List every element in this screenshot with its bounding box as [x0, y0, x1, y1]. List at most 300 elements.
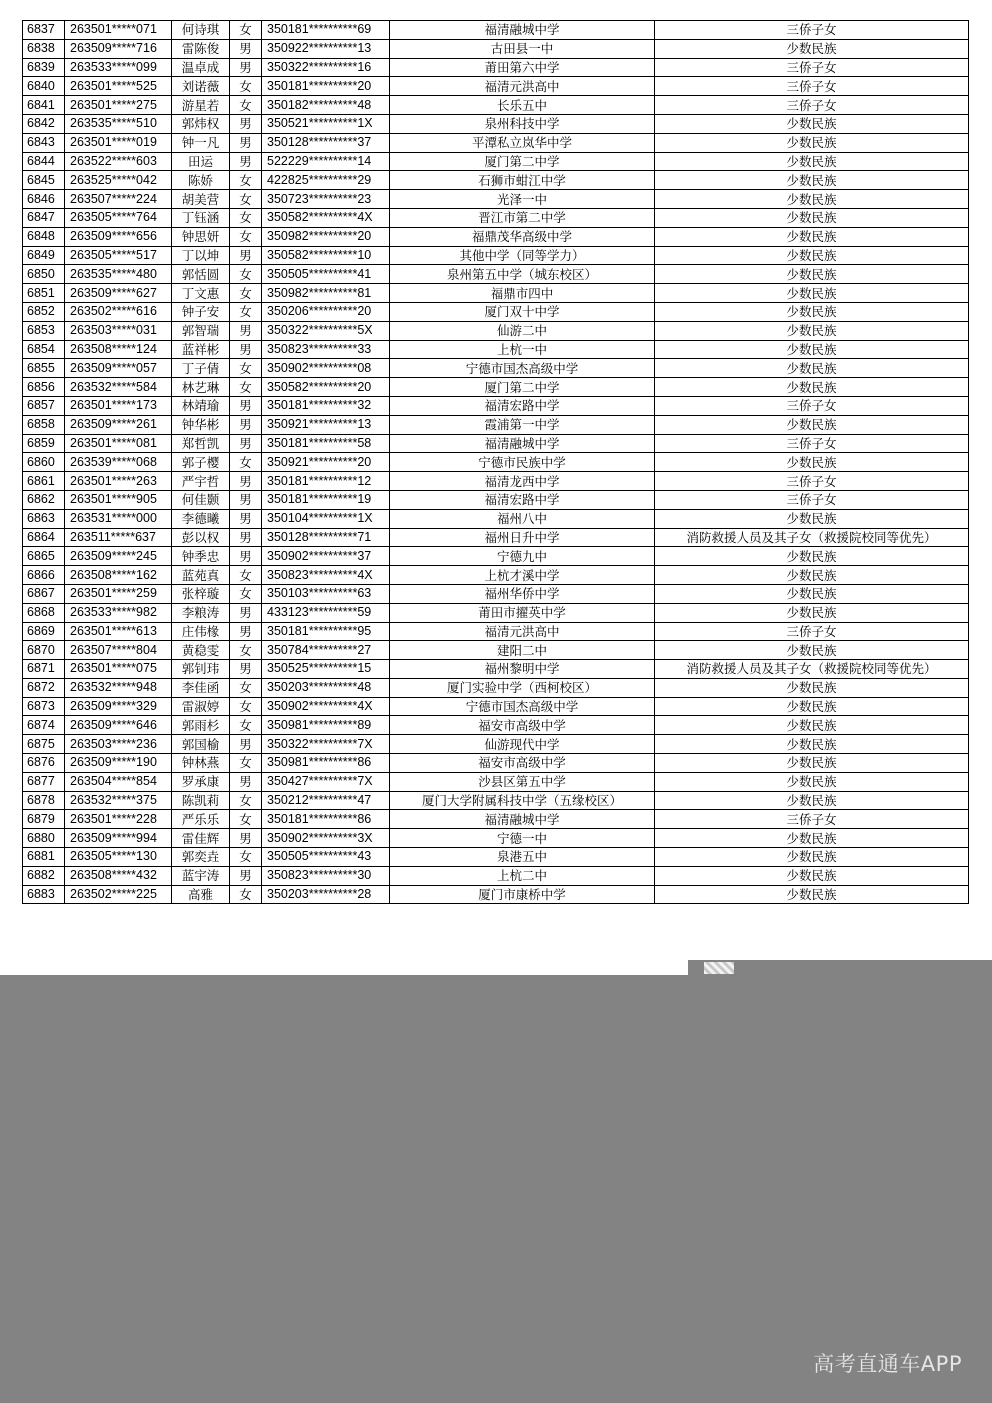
cell-name: 何佳颢: [172, 490, 230, 509]
cell-seq: 6851: [23, 284, 65, 303]
cell-name: 雷陈俊: [172, 39, 230, 58]
cell-seq: 6862: [23, 490, 65, 509]
cell-name: 庄伟椽: [172, 622, 230, 641]
cell-name: 陈凯莉: [172, 791, 230, 810]
cell-id-no: 350181**********12: [262, 472, 390, 491]
cell-school: 福清融城中学: [390, 434, 655, 453]
cell-seq: 6842: [23, 114, 65, 133]
cell-id-no: 350521**********1X: [262, 114, 390, 133]
table-row: [23, 190, 969, 209]
cell-school: 光泽一中: [390, 190, 655, 209]
cell-gender: 男: [230, 528, 262, 547]
cell-gender: 男: [230, 603, 262, 622]
table-row: [23, 829, 969, 848]
cell-category: 少数民族: [655, 39, 969, 58]
cell-id-no: 350525**********15: [262, 660, 390, 679]
cell-seq: 6879: [23, 810, 65, 829]
cell-seq: 6839: [23, 58, 65, 77]
cell-exam-no: 263501*****228: [65, 810, 172, 829]
cell-category: 三侨子女: [655, 810, 969, 829]
cell-exam-no: 263509*****646: [65, 716, 172, 735]
cell-gender: 男: [230, 735, 262, 754]
cell-exam-no: 263501*****259: [65, 584, 172, 603]
table-row: [23, 603, 969, 622]
cell-name: 钟华彬: [172, 415, 230, 434]
cell-school: 宁德一中: [390, 829, 655, 848]
table-row: [23, 114, 969, 133]
cell-category: 少数民族: [655, 829, 969, 848]
cell-category: 少数民族: [655, 584, 969, 603]
scan-artifact: [704, 962, 734, 974]
cell-name: 李佳函: [172, 678, 230, 697]
cell-seq: 6865: [23, 547, 65, 566]
cell-school: 仙游现代中学: [390, 735, 655, 754]
cell-exam-no: 263508*****162: [65, 566, 172, 585]
cell-category: 三侨子女: [655, 396, 969, 415]
cell-gender: 女: [230, 641, 262, 660]
cell-seq: 6868: [23, 603, 65, 622]
cell-category: 少数民族: [655, 509, 969, 528]
cell-gender: 女: [230, 265, 262, 284]
cell-exam-no: 263509*****057: [65, 359, 172, 378]
cell-seq: 6846: [23, 190, 65, 209]
cell-category: 少数民族: [655, 735, 969, 754]
cell-gender: 女: [230, 885, 262, 904]
cell-school: 石狮市蚶江中学: [390, 171, 655, 190]
cell-exam-no: 263509*****994: [65, 829, 172, 848]
cell-school: 厦门双十中学: [390, 302, 655, 321]
cell-category: 少数民族: [655, 848, 969, 867]
cell-school: 宁德市民族中学: [390, 453, 655, 472]
table-row: [23, 340, 969, 359]
table-body: [23, 21, 969, 904]
cell-school: 厦门大学附属科技中学（五缘校区）: [390, 791, 655, 810]
cell-exam-no: 263501*****071: [65, 21, 172, 40]
cell-school: 福州八中: [390, 509, 655, 528]
cell-gender: 男: [230, 772, 262, 791]
cell-category: 少数民族: [655, 378, 969, 397]
cell-id-no: 350902**********4X: [262, 697, 390, 716]
table-row: [23, 566, 969, 585]
cell-seq: 6878: [23, 791, 65, 810]
cell-seq: 6850: [23, 265, 65, 284]
cell-exam-no: 263507*****224: [65, 190, 172, 209]
cell-gender: 女: [230, 810, 262, 829]
cell-gender: 男: [230, 509, 262, 528]
cell-seq: 6856: [23, 378, 65, 397]
cell-category: 少数民族: [655, 246, 969, 265]
watermark: 高考直通车APP: [813, 1352, 962, 1376]
cell-seq: 6838: [23, 39, 65, 58]
cell-seq: 6877: [23, 772, 65, 791]
cell-name: 李粮涛: [172, 603, 230, 622]
table-row: [23, 641, 969, 660]
table-row: [23, 415, 969, 434]
cell-exam-no: 263532*****948: [65, 678, 172, 697]
cell-category: 三侨子女: [655, 96, 969, 115]
cell-exam-no: 263507*****804: [65, 641, 172, 660]
cell-name: 严宇哲: [172, 472, 230, 491]
cell-gender: 男: [230, 114, 262, 133]
cell-seq: 6857: [23, 396, 65, 415]
cell-name: 郭钊玮: [172, 660, 230, 679]
table-row: [23, 885, 969, 904]
cell-name: 钟一凡: [172, 133, 230, 152]
cell-name: 郭奕垚: [172, 848, 230, 867]
cell-seq: 6869: [23, 622, 65, 641]
cell-exam-no: 263503*****236: [65, 735, 172, 754]
table-row: [23, 660, 969, 679]
cell-exam-no: 263535*****480: [65, 265, 172, 284]
cell-name: 钟季忠: [172, 547, 230, 566]
table-row: [23, 21, 969, 40]
cell-name: 黄稳雯: [172, 641, 230, 660]
cell-school: 福清融城中学: [390, 810, 655, 829]
cell-name: 彭以权: [172, 528, 230, 547]
cell-school: 建阳二中: [390, 641, 655, 660]
table-row: [23, 697, 969, 716]
cell-gender: 男: [230, 58, 262, 77]
table-row: [23, 754, 969, 773]
table-row: [23, 152, 969, 171]
cell-category: 少数民族: [655, 547, 969, 566]
cell-gender: 男: [230, 321, 262, 340]
cell-id-no: 350322**********7X: [262, 735, 390, 754]
cell-school: 沙县区第五中学: [390, 772, 655, 791]
cell-id-no: 350823**********4X: [262, 566, 390, 585]
cell-id-no: 350921**********20: [262, 453, 390, 472]
table-row: [23, 848, 969, 867]
cell-name: 丁子倩: [172, 359, 230, 378]
table-row: [23, 509, 969, 528]
cell-gender: 男: [230, 152, 262, 171]
cell-school: 福安市高级中学: [390, 754, 655, 773]
cell-exam-no: 263501*****081: [65, 434, 172, 453]
cell-exam-no: 263511*****637: [65, 528, 172, 547]
cell-school: 其他中学（同等学力）: [390, 246, 655, 265]
table-row: [23, 133, 969, 152]
cell-gender: 男: [230, 434, 262, 453]
cell-name: 何诗琪: [172, 21, 230, 40]
cell-name: 陈娇: [172, 171, 230, 190]
cell-name: 温卓成: [172, 58, 230, 77]
cell-exam-no: 263501*****525: [65, 77, 172, 96]
cell-school: 宁德市国杰高级中学: [390, 697, 655, 716]
cell-seq: 6861: [23, 472, 65, 491]
cell-gender: 女: [230, 302, 262, 321]
cell-name: 田运: [172, 152, 230, 171]
cell-school: 上杭才溪中学: [390, 566, 655, 585]
cell-seq: 6841: [23, 96, 65, 115]
cell-school: 福州黎明中学: [390, 660, 655, 679]
cell-category: 少数民族: [655, 415, 969, 434]
cell-gender: 女: [230, 378, 262, 397]
cell-exam-no: 263505*****517: [65, 246, 172, 265]
cell-seq: 6852: [23, 302, 65, 321]
cell-category: 少数民族: [655, 284, 969, 303]
cell-gender: 男: [230, 415, 262, 434]
cell-exam-no: 263503*****031: [65, 321, 172, 340]
cell-category: 消防救援人员及其子女（救援院校同等优先）: [655, 528, 969, 547]
cell-school: 泉州科技中学: [390, 114, 655, 133]
table-row: [23, 453, 969, 472]
cell-category: 少数民族: [655, 114, 969, 133]
cell-id-no: 522229**********14: [262, 152, 390, 171]
table-row: [23, 866, 969, 885]
cell-category: 少数民族: [655, 754, 969, 773]
cell-id-no: 350322**********5X: [262, 321, 390, 340]
cell-gender: 女: [230, 791, 262, 810]
cell-school: 福清龙西中学: [390, 472, 655, 491]
cell-exam-no: 263522*****603: [65, 152, 172, 171]
cell-name: 郭雨杉: [172, 716, 230, 735]
cell-id-no: 350902**********37: [262, 547, 390, 566]
cell-school: 宁德九中: [390, 547, 655, 566]
table-row: [23, 359, 969, 378]
cell-name: 罗承康: [172, 772, 230, 791]
cell-seq: 6844: [23, 152, 65, 171]
cell-name: 钟思妍: [172, 227, 230, 246]
cell-school: 泉州第五中学（城东校区）: [390, 265, 655, 284]
cell-gender: 女: [230, 284, 262, 303]
applicant-table: [22, 20, 969, 904]
cell-category: 少数民族: [655, 227, 969, 246]
cell-id-no: 350902**********3X: [262, 829, 390, 848]
cell-id-no: 350427**********7X: [262, 772, 390, 791]
cell-gender: 男: [230, 133, 262, 152]
cell-id-no: 350902**********08: [262, 359, 390, 378]
cell-category: 三侨子女: [655, 434, 969, 453]
cell-id-no: 350505**********41: [262, 265, 390, 284]
cell-id-no: 350181**********86: [262, 810, 390, 829]
table-row: [23, 378, 969, 397]
table-row: [23, 472, 969, 491]
cell-seq: 6873: [23, 697, 65, 716]
cell-id-no: 350723**********23: [262, 190, 390, 209]
cell-school: 福清融城中学: [390, 21, 655, 40]
cell-seq: 6871: [23, 660, 65, 679]
cell-category: 少数民族: [655, 566, 969, 585]
cell-id-no: 350103**********63: [262, 584, 390, 603]
cell-exam-no: 263525*****042: [65, 171, 172, 190]
cell-exam-no: 263509*****716: [65, 39, 172, 58]
cell-name: 钟林燕: [172, 754, 230, 773]
cell-seq: 6881: [23, 848, 65, 867]
cell-exam-no: 263508*****432: [65, 866, 172, 885]
cell-seq: 6854: [23, 340, 65, 359]
cell-gender: 男: [230, 39, 262, 58]
cell-school: 厦门第二中学: [390, 152, 655, 171]
cell-gender: 女: [230, 359, 262, 378]
cell-id-no: 350181**********19: [262, 490, 390, 509]
cell-category: 少数民族: [655, 697, 969, 716]
cell-category: 少数民族: [655, 641, 969, 660]
cell-id-no: 350823**********30: [262, 866, 390, 885]
table-row: [23, 77, 969, 96]
cell-exam-no: 263505*****764: [65, 208, 172, 227]
cell-exam-no: 263509*****627: [65, 284, 172, 303]
cell-school: 厦门实验中学（西柯校区）: [390, 678, 655, 697]
cell-school: 福清宏路中学: [390, 490, 655, 509]
cell-school: 霞浦第一中学: [390, 415, 655, 434]
cell-id-no: 350505**********43: [262, 848, 390, 867]
cell-seq: 6860: [23, 453, 65, 472]
cell-category: 少数民族: [655, 340, 969, 359]
cell-category: 少数民族: [655, 265, 969, 284]
cell-id-no: 350182**********48: [262, 96, 390, 115]
table-row: [23, 528, 969, 547]
cell-seq: 6875: [23, 735, 65, 754]
cell-seq: 6872: [23, 678, 65, 697]
table-row: [23, 584, 969, 603]
cell-exam-no: 263509*****245: [65, 547, 172, 566]
cell-exam-no: 263533*****099: [65, 58, 172, 77]
table-row: [23, 810, 969, 829]
cell-category: 三侨子女: [655, 490, 969, 509]
cell-name: 雷佳辉: [172, 829, 230, 848]
cell-exam-no: 263505*****130: [65, 848, 172, 867]
cell-school: 长乐五中: [390, 96, 655, 115]
cell-school: 古田县一中: [390, 39, 655, 58]
cell-id-no: 350212**********47: [262, 791, 390, 810]
cell-gender: 男: [230, 490, 262, 509]
cell-category: 少数民族: [655, 603, 969, 622]
cell-exam-no: 263509*****656: [65, 227, 172, 246]
cell-id-no: 350981**********86: [262, 754, 390, 773]
cell-id-no: 350206**********20: [262, 302, 390, 321]
cell-gender: 男: [230, 396, 262, 415]
cell-id-no: 350784**********27: [262, 641, 390, 660]
cell-school: 福州日升中学: [390, 528, 655, 547]
cell-gender: 女: [230, 77, 262, 96]
table-row: [23, 96, 969, 115]
cell-school: 泉港五中: [390, 848, 655, 867]
cell-category: 少数民族: [655, 716, 969, 735]
table-row: [23, 791, 969, 810]
cell-name: 李德曦: [172, 509, 230, 528]
table-row: [23, 547, 969, 566]
cell-seq: 6864: [23, 528, 65, 547]
cell-name: 高雅: [172, 885, 230, 904]
cell-seq: 6867: [23, 584, 65, 603]
cell-id-no: 350922**********13: [262, 39, 390, 58]
cell-id-no: 433123**********59: [262, 603, 390, 622]
cell-category: 少数民族: [655, 208, 969, 227]
cell-gender: 女: [230, 566, 262, 585]
cell-school: 晋江市第二中学: [390, 208, 655, 227]
cell-seq: 6880: [23, 829, 65, 848]
cell-seq: 6840: [23, 77, 65, 96]
table-row: [23, 284, 969, 303]
cell-seq: 6855: [23, 359, 65, 378]
cell-gender: 女: [230, 21, 262, 40]
cell-id-no: 350181**********69: [262, 21, 390, 40]
cell-name: 胡美营: [172, 190, 230, 209]
cell-name: 林艺琳: [172, 378, 230, 397]
cell-id-no: 350181**********95: [262, 622, 390, 641]
cell-name: 雷淑婷: [172, 697, 230, 716]
cell-id-no: 350181**********20: [262, 77, 390, 96]
cell-gender: 女: [230, 848, 262, 867]
cell-category: 少数民族: [655, 302, 969, 321]
cell-id-no: 350921**********13: [262, 415, 390, 434]
cell-gender: 女: [230, 697, 262, 716]
cell-exam-no: 263508*****124: [65, 340, 172, 359]
cell-seq: 6863: [23, 509, 65, 528]
cell-gender: 男: [230, 622, 262, 641]
cell-exam-no: 263531*****000: [65, 509, 172, 528]
cell-id-no: 350982**********20: [262, 227, 390, 246]
cell-gender: 女: [230, 171, 262, 190]
cell-seq: 6866: [23, 566, 65, 585]
cell-id-no: 350203**********48: [262, 678, 390, 697]
cell-exam-no: 263501*****275: [65, 96, 172, 115]
cell-school: 福州华侨中学: [390, 584, 655, 603]
cell-name: 丁文惠: [172, 284, 230, 303]
cell-school: 厦门市康桥中学: [390, 885, 655, 904]
table-row: [23, 490, 969, 509]
cell-name: 严乐乐: [172, 810, 230, 829]
cell-school: 福鼎茂华高级中学: [390, 227, 655, 246]
cell-category: 三侨子女: [655, 58, 969, 77]
cell-name: 蓝苑真: [172, 566, 230, 585]
cell-gender: 女: [230, 754, 262, 773]
table-row: [23, 171, 969, 190]
cell-school: 仙游二中: [390, 321, 655, 340]
cell-gender: 男: [230, 472, 262, 491]
cell-name: 郭智瑞: [172, 321, 230, 340]
gray-overlay: [0, 975, 992, 1403]
cell-school: 上杭二中: [390, 866, 655, 885]
cell-category: 三侨子女: [655, 21, 969, 40]
cell-name: 郭恬圆: [172, 265, 230, 284]
cell-gender: 女: [230, 716, 262, 735]
cell-exam-no: 263532*****584: [65, 378, 172, 397]
cell-category: 三侨子女: [655, 77, 969, 96]
cell-id-no: 350582**********20: [262, 378, 390, 397]
cell-seq: 6843: [23, 133, 65, 152]
cell-category: 少数民族: [655, 885, 969, 904]
cell-exam-no: 263533*****982: [65, 603, 172, 622]
cell-seq: 6858: [23, 415, 65, 434]
cell-gender: 男: [230, 246, 262, 265]
cell-gender: 男: [230, 866, 262, 885]
cell-school: 福鼎市四中: [390, 284, 655, 303]
cell-gender: 男: [230, 547, 262, 566]
cell-id-no: 350981**********89: [262, 716, 390, 735]
table-row: [23, 302, 969, 321]
cell-gender: 女: [230, 678, 262, 697]
cell-name: 郭炜权: [172, 114, 230, 133]
cell-school: 福清宏路中学: [390, 396, 655, 415]
cell-seq: 6848: [23, 227, 65, 246]
cell-id-no: 350322**********16: [262, 58, 390, 77]
cell-seq: 6870: [23, 641, 65, 660]
cell-name: 蓝祥彬: [172, 340, 230, 359]
cell-id-no: 350823**********33: [262, 340, 390, 359]
cell-id-no: 350582**********10: [262, 246, 390, 265]
table-row: [23, 265, 969, 284]
cell-category: 少数民族: [655, 453, 969, 472]
cell-exam-no: 263539*****068: [65, 453, 172, 472]
cell-gender: 男: [230, 829, 262, 848]
cell-seq: 6874: [23, 716, 65, 735]
table-row: [23, 246, 969, 265]
table-row: [23, 772, 969, 791]
table-row: [23, 208, 969, 227]
cell-exam-no: 263509*****190: [65, 754, 172, 773]
cell-category: 少数民族: [655, 152, 969, 171]
